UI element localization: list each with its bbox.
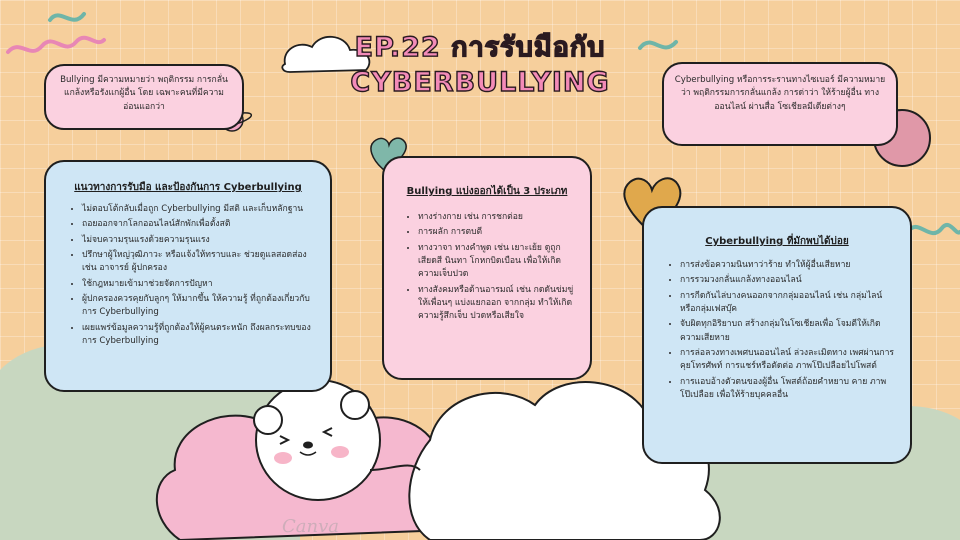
list-item: • ผู้ปกครองควรคุยกับลูกๆ ให้มากขึ้น ให้ความรู้ ที่ถูกต้องเกี่ยวกับการ Cyberbullying: [82, 293, 316, 320]
bullying-types-heading: Bullying แบ่งออกได้เป็น 3 ประเภท: [406, 186, 568, 197]
prevention-panel: [44, 160, 332, 392]
list-item: • เผยแพร่ข้อมูลความรู้ที่ถูกต้องให้ผู้คนตระหนัก ถึงผลกระทบของการ Cyberbullying: [82, 322, 316, 349]
prevention-heading: แนวทางการรับมือ และป้องกันการ Cyberbullying: [74, 182, 302, 193]
list-item: • ไม่ตอบโต้กลับเมื่อถูก Cyberbullying มีสติ และเก็บหลักฐาน: [82, 203, 316, 216]
list-item: • ทางร่างกาย เช่น การชกต่อย: [418, 211, 578, 224]
common-cyberbullying-panel: [642, 206, 912, 464]
cyberbullying-definition-note: [662, 62, 898, 146]
list-item: • ถอยออกจากโลกออนไลน์สักพักเพื่อตั้งสติ: [82, 218, 316, 231]
common-cyberbullying-list: [658, 259, 896, 402]
bullying-definition-note: [44, 64, 244, 130]
list-item: • การกีดกันไล่บางคนออกจากกลุ่มออนไลน์ เช่น กลุ่มไลน์ หรือกลุ่มเฟสบุ๊ค: [680, 290, 896, 317]
pink-squiggle: [8, 38, 104, 52]
cyberbullying-definition-text: Cyberbullying หรือการระรานทางไซเบอร์ มีความหมายว่า พฤติกรรมการกลั่นแกล้ง การด่าว่า ให้ร้ายผู้อื่น ทางออนไลน์ ผ่านสื่อ โซเชียลมีเดียต่างๆ: [674, 75, 886, 112]
title-line-1: EP.22 การรับมือกับ: [354, 32, 606, 63]
list-item: • จับผิดทุกอิริยาบถ สร้างกลุ่มในโซเชียลเพื่อ โจมตีให้เกิดความเสียหาย: [680, 318, 896, 345]
bullying-definition-text: Bullying มีความหมายว่า พฤติกรรม การกลั่นแกล้งหรือรังแกผู้อื่น โดย เฉพาะคนที่มีความอ่อนแอกว่า: [60, 75, 228, 112]
teal-squiggle-left: [50, 14, 84, 20]
common-cyberbullying-heading: Cyberbullying ที่มักพบได้บ่อย: [705, 236, 849, 247]
page-title: [300, 30, 660, 100]
list-item: • ทางวาจา ทางคำพูด เช่น เยาะเย้ย ดูถูก เสียดสี นินทา โกหกบิดเบือน เพื่อให้เกิดความเจ็บปวด: [418, 242, 578, 282]
canva-watermark: Canva: [282, 516, 339, 537]
list-item: • ใช้กฎหมายเข้ามาช่วยจัดการปัญหา: [82, 278, 316, 291]
list-item: • การรวมวงกลั่นแกล้งทางออนไลน์: [680, 274, 896, 287]
list-item: • การแอบอ้างตัวตนของผู้อื่น โพสต์ถ้อยคำหยาบ คาย ภาพโป๊เปลือย เพื่อให้ร้ายบุคคลอื่น: [680, 376, 896, 403]
prevention-list: [60, 203, 316, 348]
list-item: • ไม่จบความรุนแรงด้วยความรุนแรง: [82, 234, 316, 247]
bullying-types-panel: [382, 156, 592, 380]
list-item: • ปรึกษาผู้ใหญ่วุฒิภาวะ หรือแจ้งให้ทราบและ ช่วยดูแลสอดส่อง เช่น อาจารย์ ผู้ปกครอง: [82, 249, 316, 276]
teal-squiggle-right: [908, 225, 960, 233]
list-item: • การล่อลวงทางเพศบนออนไลน์ ล่วงละเมิดทาง เพศผ่านการคุยโทรศัพท์ การแชร์หรือตัดต่อ ภาพโป๊เปลือยไปโพสต์: [680, 347, 896, 374]
list-item: • การส่งข้อความนินทาว่าร้าย ทำให้ผู้อื่นเสียหาย: [680, 259, 896, 272]
bullying-types-list: [396, 211, 578, 324]
list-item: • การผลัก การตบตี: [418, 226, 578, 239]
title-line-2: CYBERBULLYING: [350, 67, 610, 99]
list-item: • ทางสังคมหรือด้านอารมณ์ เช่น กดดันข่มขู่ให้เพื่อนๆ แบ่งแยกออก จากกลุ่ม ทำให้เกิดความรู้สึกเจ็บ ปวดหรือเสียใจ: [418, 284, 578, 324]
